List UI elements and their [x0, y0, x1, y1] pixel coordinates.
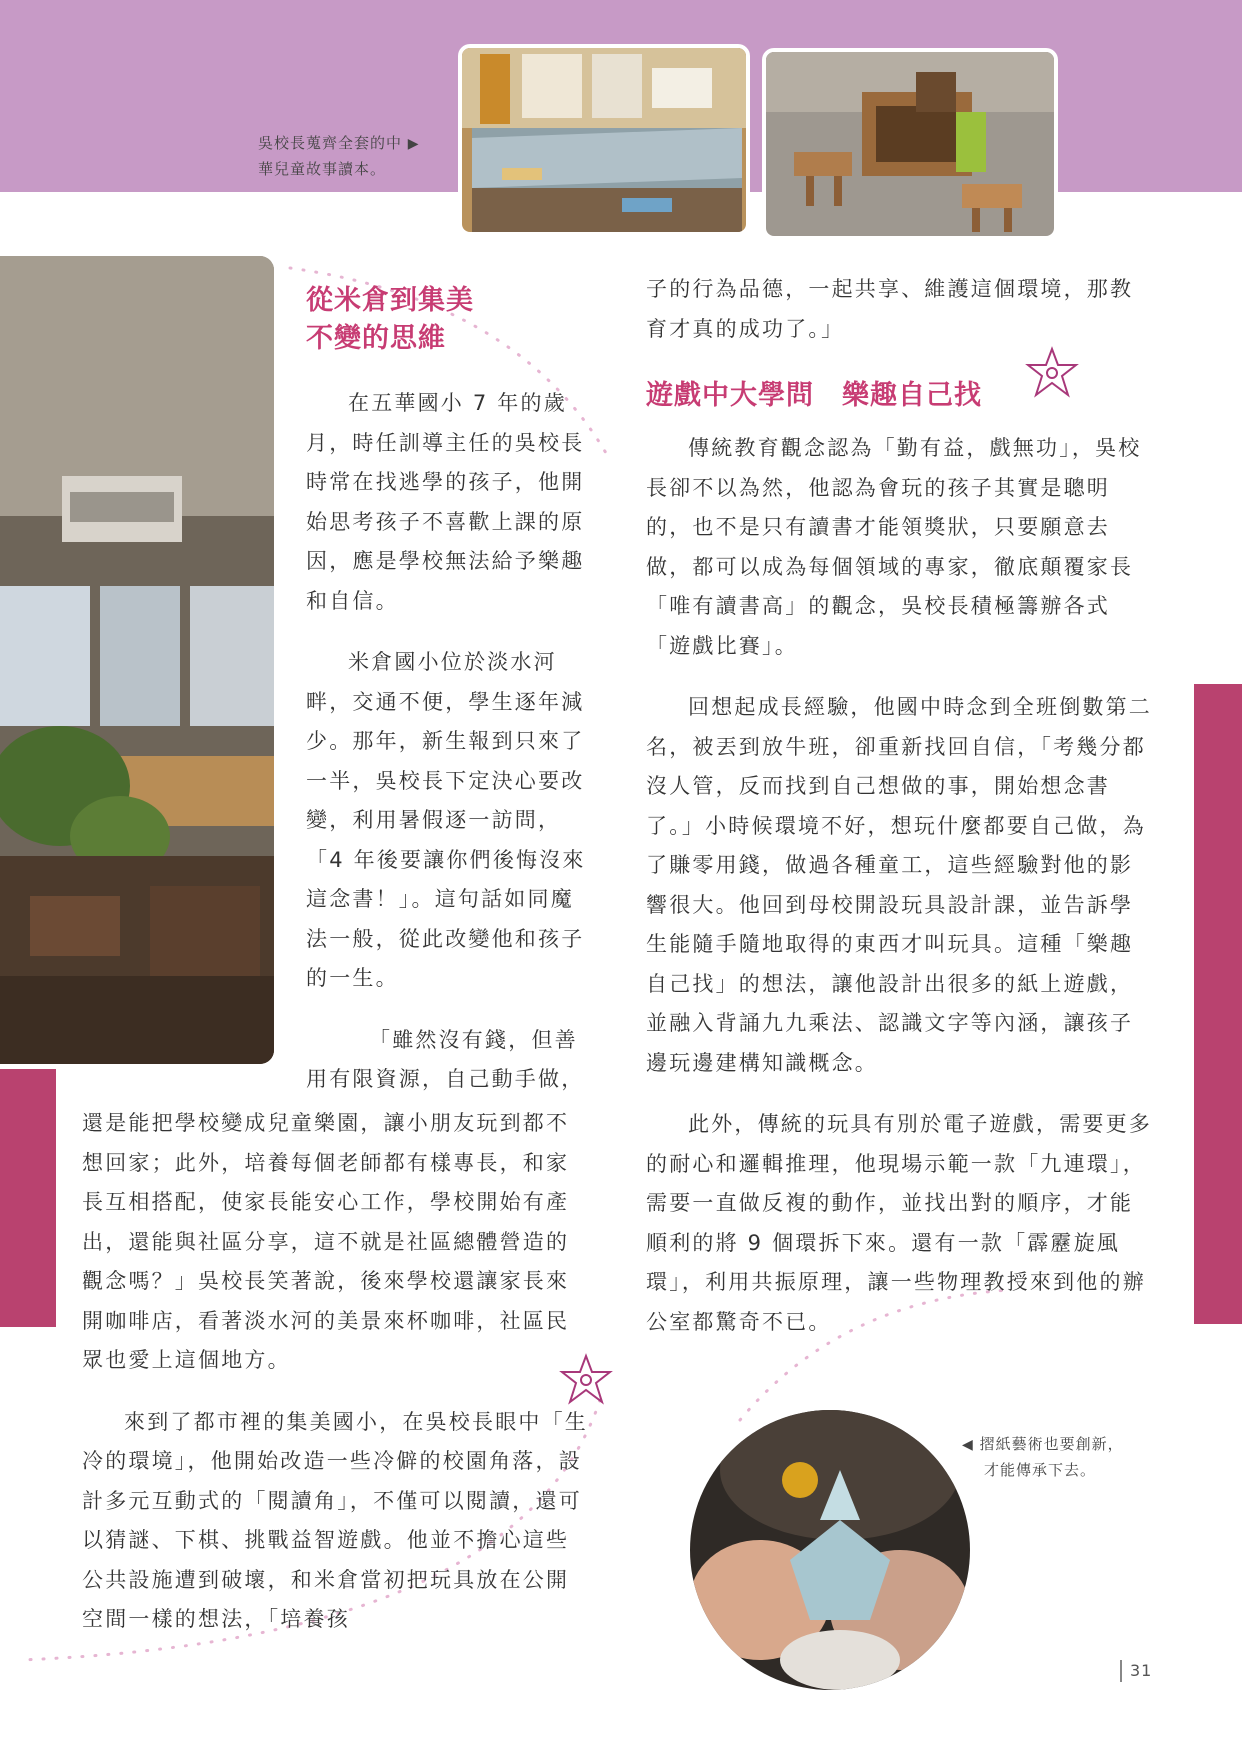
section-heading-1: 從米倉到集美 不變的思維: [306, 285, 474, 354]
right-column: [646, 270, 1154, 1342]
paragraph-continued: 子的行為品德，一起共享、維護這個環境，那教育才真的成功了。」: [646, 277, 1134, 341]
photo-origami-hands: [690, 1410, 970, 1690]
paragraph: 此外，傳統的玩具有別於電子遊戲，需要更多的耐心和邏輯推理，他現場示範一款「九連環」，需要一直做反複的動作，並找出對的順序，才能順利的將 9 個環拆下來。還有一款「霹靂旋風環」，利用共振原理，讓一些物理教授來到他的辦公室都驚奇不已。: [646, 1112, 1152, 1334]
paragraph-continued: 還是能把學校變成兒童樂園，讓小朋友玩到都不想回家；此外，培養每個老師都有樣專長，和家長互相搭配，使家長能安心工作，學校開始有產出，還能與社區分享，這不就是社區總體營造的觀念嗎？」吳校長笑著說，後來學校還讓家長來開咖啡店，看著淡水河的美景來杯咖啡，社區民眾也愛上這個地方。: [82, 1111, 570, 1372]
caption-arrow-left-icon: ◀: [962, 1437, 974, 1453]
paragraph: 來到了都市裡的集美國小，在吳校長眼中「生冷的環境」，他開始改造一些冷僻的校園角落，設計多元互動式的「閱讀角」，不僅可以閱讀，還可以猜謎、下棋、挑戰益智遊戲。他並不擔心這些公共設施遭到破壞，和米倉當初把玩具放在公開空間一樣的想法，「培養孩: [82, 1409, 588, 1631]
paragraph-start: 「雖然沒有錢，但善用有限資源，自己動手做，: [306, 1027, 585, 1091]
paragraph: 米倉國小位於淡水河畔，交通不便，學生逐年減少。那年，新生報到只來了一半，吳校長下定決心要改變，利用暑假逐一訪問，「4 年後要讓你們後悔沒來這念書！」。這句話如同魔法一般，從此改變他和孩子的一生。: [306, 650, 586, 990]
page-number: 31: [1130, 1661, 1153, 1680]
paragraph: 回想起成長經驗，他國中時念到全班倒數第二名，被丟到放牛班，卻重新找回自信，「考幾分都沒人管，反而找到自己想做的事，開始想念書了。」小時候環境不好，想玩什麼都要自己做，為了賺零用錢，做過各種童工，這些經驗對他的影響很大。他回到母校開設玩具設計課，並告訴學生能隨手隨地取得的東西才叫玩具。這種「樂趣自己找」的想法，讓他設計出很多的紙上遊戲，並融入背誦九九乘法、認識文字等內涵，讓孩子邊玩邊建構知識概念。: [646, 695, 1152, 1075]
paragraph: 傳統教育觀念認為「勤有益，戲無功」，吳校長卻不以為然，他認為會玩的孩子其實是聰明的，也不是只有讀書才能領獎狀，只要願意去做，都可以成為每個領域的專家，徹底顛覆家長「唯有讀書高」的觀念，吳校長積極籌辦各式「遊戲比賽」。: [646, 436, 1142, 658]
section1-wide-column: [82, 1104, 588, 1640]
paragraph: 在五華國小 7 年的歲月，時任訓導主任的吳校長時常在找逃學的孩子，他開始思考孩子不喜歡上課的原因，應是學校無法給予樂趣和自信。: [306, 391, 585, 613]
bottom-photo-caption: ◀ 摺紙藝術也要創新， 才能傳承下去。: [962, 1435, 1124, 1479]
caption-arrow-right-icon: ▶: [407, 136, 420, 152]
section1-narrow-column: [306, 384, 588, 1100]
origami-hands-illustration: [690, 1410, 970, 1690]
section-heading-2: 遊戲中大學問 樂趣自己找: [646, 380, 982, 411]
page-number-divider: [1120, 1660, 1122, 1682]
top-photo-caption: 吳校長蒐齊全套的中 ▶ 華兒童故事讀本。: [258, 134, 420, 178]
